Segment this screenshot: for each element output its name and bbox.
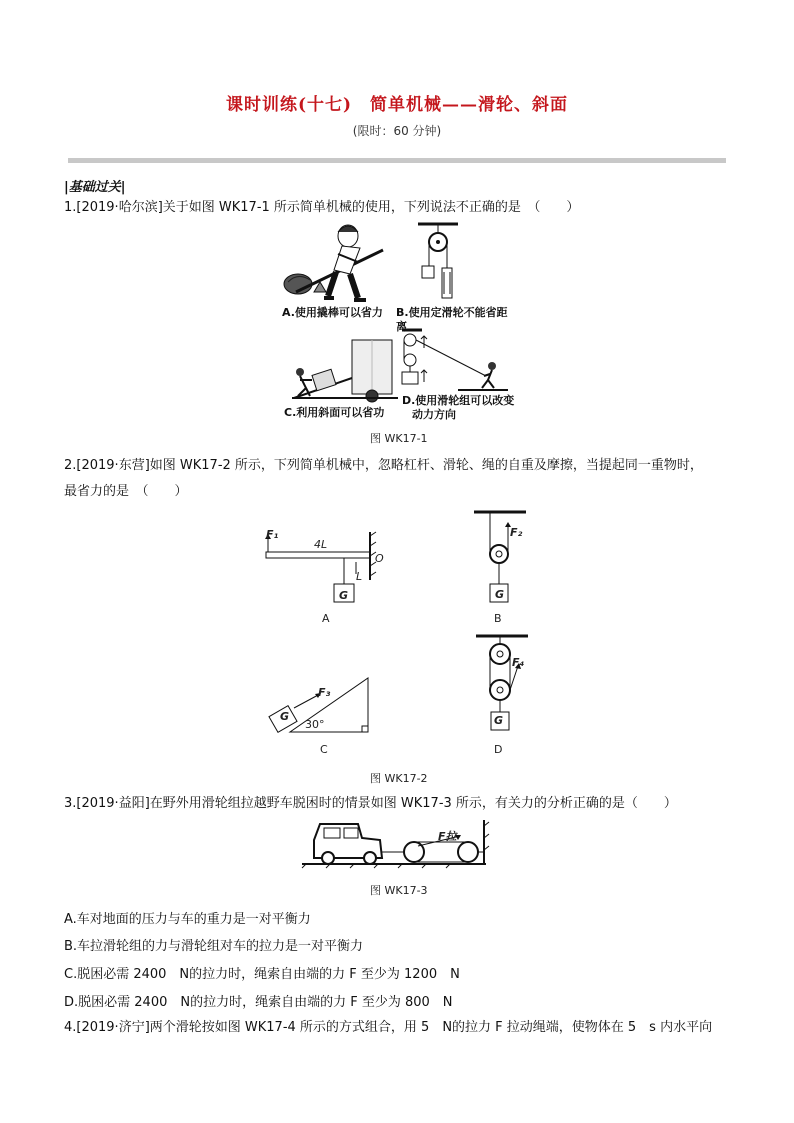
q1-label-a: A.使用撬棒可以省力	[282, 306, 383, 319]
q2-b-weight: G	[495, 588, 505, 601]
q2-a-arm: 4L	[314, 538, 328, 551]
q2-b-force: F₂	[510, 526, 523, 539]
q1-label-b: B.使用定滑轮不能省距离	[396, 306, 508, 333]
q2-stem-line1: 2.[2019·东营]如图 WK17-2 所示，下列简单机械中，忽略杠杆、滑轮、绳的自重及摩擦，当提起同一重物时，	[64, 458, 703, 473]
q2-c-angle: 30°	[305, 718, 325, 731]
q3-stem: 3.[2019·益阳]在野外用滑轮组拉越野车脱困时的情景如图 WK17-3 所示，有关力的分析正确的是（ ）	[64, 796, 677, 811]
q2-pulley-block-figure	[474, 634, 534, 734]
section-label: |基础过关|	[64, 180, 126, 195]
q4-stem: 4.[2019·济宁]两个滑轮按如图 WK17-4 所示的方式组合，用 5 N的拉力 F 拉动绳端，使物体在 5 s 内水平向	[64, 1020, 713, 1035]
q1-label-d-line2: 动力方向	[412, 408, 456, 421]
ramp-truck-image	[288, 330, 398, 410]
q1-label-c: C.利用斜面可以省功	[284, 406, 385, 419]
q2-d-letter: D	[494, 743, 503, 756]
pulley-group-image	[398, 328, 508, 398]
q3-option-a: A.车对地面的压力与车的重力是一对平衡力	[64, 912, 311, 927]
q2-caption: 图 WK17-2	[370, 772, 428, 785]
header-divider	[68, 158, 726, 163]
q2-a-force: F₁	[266, 528, 279, 541]
q3-caption: 图 WK17-3	[370, 884, 428, 897]
q2-a-pivot: O	[375, 552, 384, 565]
q2-a-short-arm: L	[356, 570, 363, 583]
q1-figure	[278, 222, 518, 422]
q2-a-letter: A	[322, 612, 330, 625]
q2-c-weight: G	[280, 710, 290, 723]
time-limit: (限时：60 分钟)	[352, 124, 442, 138]
q2-c-letter: C	[320, 743, 328, 756]
fixed-pulley-image	[408, 222, 468, 304]
q2-stem-line2: 最省力的是 （ ）	[64, 484, 188, 499]
q2-d-weight: G	[494, 714, 504, 727]
page-title: 课时训练(十七) 简单机械——滑轮、斜面	[225, 95, 569, 115]
q3-option-d: D.脱困必需 2400 N的拉力时，绳索自由端的力 F 至少为 800 N	[64, 995, 453, 1010]
crowbar-person-image	[278, 222, 388, 304]
q2-b-letter: B	[494, 612, 502, 625]
q2-c-force: F₃	[318, 686, 331, 699]
q3-force-label: F拉	[438, 830, 457, 843]
q3-option-b: B.车拉滑轮组的力与滑轮组对车的拉力是一对平衡力	[64, 939, 364, 954]
q1-stem: 1.[2019·哈尔滨]关于如图 WK17-1 所示简单机械的使用，下列说法不正确的是 （ ）	[64, 200, 580, 215]
q3-car-pulley-figure	[300, 818, 490, 868]
q1-caption: 图 WK17-1	[370, 432, 428, 445]
q3-option-c: C.脱困必需 2400 N的拉力时，绳索自由端的力 F 至少为 1200 N	[64, 967, 460, 982]
q2-a-weight: G	[339, 589, 349, 602]
q2-d-force: F₄	[512, 656, 525, 669]
q1-label-d-line1: D.使用滑轮组可以改变	[402, 394, 515, 407]
